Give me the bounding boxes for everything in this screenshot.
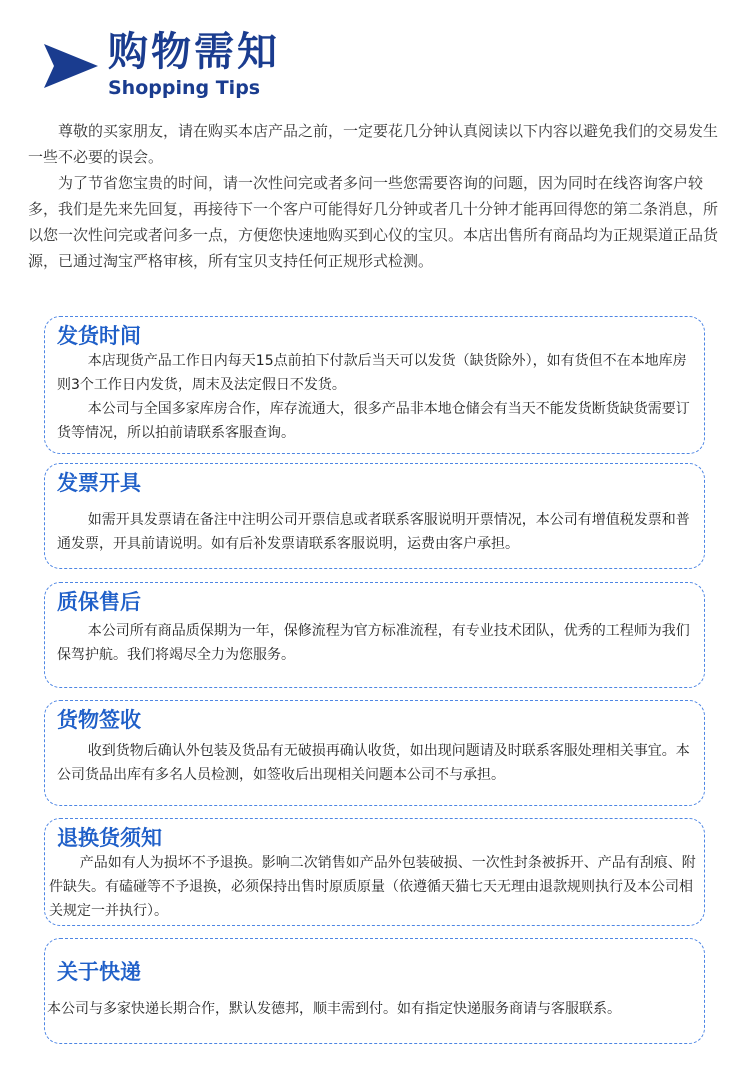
page-title: 购物需知 [108, 29, 280, 75]
section-title: 关于快递 [57, 960, 141, 984]
section-body [47, 997, 698, 1021]
page-subtitle: Shopping Tips [108, 77, 261, 99]
section-invoice [44, 463, 705, 569]
section-paragraph: 本公司与多家快递长期合作，默认发德邦，顺丰需到付。如有指定快递服务商请与客服联系。 [47, 1001, 621, 1017]
section-warranty [44, 582, 705, 688]
section-paragraph: 收到货物后确认外包装及货品有无破损再确认收货，如出现问题请及时联系客服处理相关事宜。本公司货品出库有多名人员检测，如签收后出现相关问题本公司不与承担。 [57, 743, 690, 783]
section-title: 货物签收 [57, 708, 141, 732]
section-body [57, 739, 698, 787]
section-title: 质保售后 [57, 590, 141, 614]
section-body [49, 851, 698, 923]
section-paragraph: 产品如有人为损坏不予退换。影响二次销售如产品外包装破损、一次性封条被拆开、产品有刮痕、附件缺失。有磕碰等不予退换，必须保持出售时原质原量（依遵循天猫七天无理由退款规则执行及本公司相关规定一并执行）。 [49, 855, 696, 919]
intro-text [28, 118, 720, 274]
arrow-icon [44, 44, 98, 88]
section-delivery [44, 938, 705, 1044]
section-title: 退换货须知 [57, 826, 162, 850]
intro-paragraph: 尊敬的买家朋友，请在购买本店产品之前，一定要花几分钟认真阅读以下内容以避免我们的交易发生一些不必要的误会。 [28, 122, 719, 166]
section-paragraph: 如需开具发票请在备注中注明公司开票信息或者联系客服说明开票情况，本公司有增值税发票和普通发票，开具前请说明。如有后补发票请联系客服说明，运费由客户承担。 [57, 512, 690, 552]
section-body [57, 349, 698, 445]
section-paragraph: 本店现货产品工作日内每天15点前拍下付款后当天可以发货（缺货除外），如有货但不在本地库房则3个工作日内发货，周末及法定假日不发货。 [57, 353, 687, 393]
section-body [57, 619, 698, 667]
section-shipping-time [44, 316, 705, 454]
section-title: 发票开具 [57, 471, 141, 495]
section-title: 发货时间 [57, 324, 141, 348]
section-paragraph: 本公司所有商品质保期为一年，保修流程为官方标准流程，有专业技术团队，优秀的工程师为我们保驾护航。我们将竭尽全力为您服务。 [57, 623, 690, 663]
page-header [44, 26, 644, 106]
section-paragraph: 本公司与全国多家库房合作，库存流通大，很多产品非本地仓储会有当天不能发货断货缺货需要订货等情况，所以拍前请联系客服查询。 [57, 401, 690, 441]
section-returns [44, 818, 705, 926]
section-body [57, 508, 698, 556]
section-receipt [44, 700, 705, 806]
intro-paragraph: 为了节省您宝贵的时间，请一次性问完或者多问一些您需要咨询的问题，因为同时在线咨询客户较多，我们是先来先回复，再接待下一个客户可能得好几分钟或者几十分钟才能再回得您的第二条消息，所以您一次性问完或者问多一点，方便您快速地购买到心仪的宝贝。本店出售所有商品均为正规渠道正品货源，已通过淘宝严格审核，所有宝贝支持任何正规形式检测。 [28, 174, 719, 270]
